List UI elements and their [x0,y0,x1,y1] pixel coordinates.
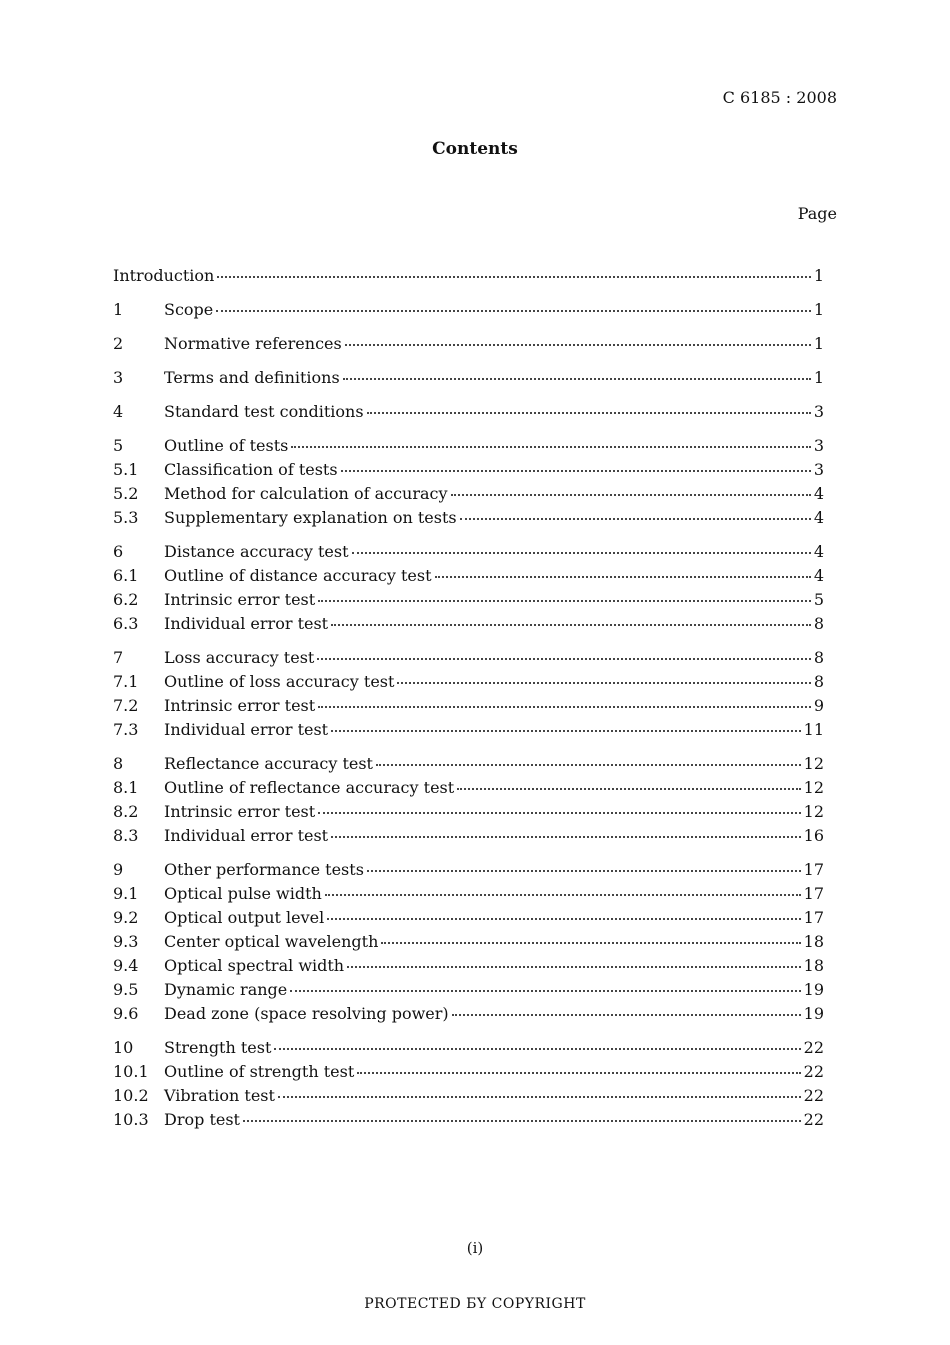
toc-entry-page: 4 [813,508,824,527]
toc-leader-dots [331,624,811,626]
toc-entry-page: 1 [813,334,824,353]
toc-leader-dots [367,870,801,872]
toc-entry-number: 2 [113,334,124,353]
toc-entry-title: Introduction [113,266,215,285]
toc-entry-number: 9.2 [113,908,139,927]
toc-entry-title: Outline of strength test [164,1062,355,1081]
toc-entry-title: Standard test conditions [164,402,364,421]
toc-entry-page: 12 [803,778,824,797]
toc-leader-dots [367,412,811,414]
toc-entry[interactable] [113,694,824,718]
toc-entry-number: 5.2 [113,484,139,503]
toc-entry-page: 3 [813,436,824,455]
toc-entry-page: 12 [803,754,824,773]
toc-entry-page: 4 [813,484,824,503]
toc-leader-dots [274,1048,800,1050]
toc-group [113,264,824,288]
toc-entry-number: 9.3 [113,932,139,951]
toc-entry-page: 1 [813,300,824,319]
toc-leader-dots [451,494,811,496]
toc-entry-number: 8.2 [113,802,139,821]
toc-leader-dots [345,344,811,346]
toc-entry-number: 10.1 [113,1062,149,1081]
toc-entry-title: Distance accuracy test [164,542,349,561]
toc-entry[interactable] [113,930,824,954]
toc-entry-page: 8 [813,648,824,667]
toc-entry-number: 5 [113,436,124,455]
toc-leader-dots [397,682,810,684]
toc-entry-page: 17 [803,860,824,879]
toc-entry-number: 4 [113,402,124,421]
toc-entry-number: 5.1 [113,460,139,479]
toc-group [113,1036,824,1132]
toc-entry-title: Scope [164,300,214,319]
toc-leader-dots [331,836,801,838]
toc-entry-title: Individual error test [164,614,329,633]
toc-entry-number: 7.1 [113,672,139,691]
toc-entry[interactable] [113,1002,824,1026]
toc-entry[interactable] [113,670,824,694]
toc-entry-page: 11 [803,720,824,739]
toc-entry-page: 17 [803,884,824,903]
toc-entry-title: Outline of tests [164,436,289,455]
toc-entry[interactable] [113,400,824,424]
page-column-label: Page [797,204,837,223]
toc-entry-title: Strength test [164,1038,272,1057]
toc-group [113,434,824,530]
toc-entry-title: Intrinsic error test [164,590,316,609]
toc-entry-page: 3 [813,460,824,479]
toc-entry-title: Outline of loss accuracy test [164,672,395,691]
toc-group [113,752,824,848]
toc-entry-page: 1 [813,266,824,285]
toc-entry-page: 17 [803,908,824,927]
toc-entry[interactable] [113,612,824,636]
toc-entry-number: 3 [113,368,124,387]
toc-entry-page: 22 [803,1110,824,1129]
toc-entry[interactable] [113,1084,824,1108]
toc-entry-title: Optical pulse width [164,884,322,903]
toc-entry[interactable] [113,366,824,390]
toc-entry[interactable] [113,1036,824,1060]
toc-entry[interactable] [113,954,824,978]
toc-group [113,298,824,322]
toc-entry[interactable] [113,482,824,506]
toc-entry-page: 22 [803,1062,824,1081]
toc-entry-page: 16 [803,826,824,845]
toc-entry[interactable] [113,540,824,564]
toc-entry-number: 8.1 [113,778,139,797]
toc-entry-title: Individual error test [164,720,329,739]
toc-leader-dots [243,1120,801,1122]
toc-entry-number: 6.1 [113,566,139,585]
toc-entry[interactable] [113,776,824,800]
toc-leader-dots [318,812,800,814]
toc-entry[interactable] [113,800,824,824]
toc-entry-page: 4 [813,566,824,585]
toc-entry[interactable] [113,1108,824,1132]
toc-leader-dots [381,942,800,944]
toc-entry-title: Individual error test [164,826,329,845]
toc-entry-number: 10.3 [113,1110,149,1129]
toc-entry-number: 6.2 [113,590,139,609]
toc-leader-dots [357,1072,800,1074]
footer-page-number: (i) [466,1239,484,1257]
toc-entry[interactable] [113,564,824,588]
toc-entry-number: 6.3 [113,614,139,633]
toc-entry[interactable] [113,752,824,776]
copyright-notice: PROTECTED БY COPYRIGHT [364,1296,586,1312]
toc-leader-dots [216,310,811,312]
toc-entry[interactable] [113,264,824,288]
toc-leader-dots [341,470,811,472]
toc-entry-title: Loss accuracy test [164,648,315,667]
toc-entry[interactable] [113,332,824,356]
toc-entry-number: 9.6 [113,1004,139,1023]
toc-entry[interactable] [113,906,824,930]
toc-entry-title: Terms and definitions [164,368,340,387]
toc-entry-page: 22 [803,1038,824,1057]
toc-entry-title: Optical output level [164,908,325,927]
toc-group [113,366,824,390]
toc-entry-number: 10 [113,1038,134,1057]
toc-entry-title: Method for calculation of accuracy [164,484,448,503]
toc-entry-number: 1 [113,300,124,319]
toc-entry-page: 4 [813,542,824,561]
toc-leader-dots [376,764,801,766]
toc-entry-title: Outline of distance accuracy test [164,566,432,585]
toc-entry[interactable] [113,646,824,670]
toc-entry-number: 6 [113,542,124,561]
toc-leader-dots [318,600,811,602]
toc-leader-dots [318,706,811,708]
toc-entry-number: 9.1 [113,884,139,903]
toc-entry-page: 22 [803,1086,824,1105]
toc-entry[interactable] [113,882,824,906]
toc-leader-dots [278,1096,801,1098]
toc-entry-title: Other performance tests [164,860,364,879]
toc-entry[interactable] [113,506,824,530]
toc-leader-dots [331,730,801,732]
toc-leader-dots [217,276,810,278]
toc-entry-page: 1 [813,368,824,387]
toc-entry-page: 19 [803,1004,824,1023]
toc-entry-page: 3 [813,402,824,421]
page-title: Contents [432,139,518,159]
toc-entry-page: 8 [813,672,824,691]
toc-entry-title: Optical spectral width [164,956,345,975]
toc-entry-title: Classification of tests [164,460,338,479]
toc-leader-dots [452,1014,801,1016]
toc-group [113,858,824,1026]
toc-leader-dots [347,966,801,968]
toc-entry-page: 9 [813,696,824,715]
toc-entry-page: 18 [803,932,824,951]
toc-entry[interactable] [113,298,824,322]
toc-entry-title: Dynamic range [164,980,288,999]
toc-leader-dots [343,378,811,380]
toc-leader-dots [327,918,800,920]
toc-leader-dots [457,788,800,790]
toc-leader-dots [460,518,811,520]
toc-entry-number: 9.5 [113,980,139,999]
toc-leader-dots [317,658,810,660]
toc-entry-title: Dead zone (space resolving power) [164,1004,449,1023]
toc-entry-page: 18 [803,956,824,975]
toc-entry-page: 19 [803,980,824,999]
toc-entry-page: 12 [803,802,824,821]
toc-entry-number: 5.3 [113,508,139,527]
toc-entry[interactable] [113,718,824,742]
toc-entry[interactable] [113,978,824,1002]
toc-group [113,646,824,742]
toc-leader-dots [291,446,810,448]
toc-entry-number: 9.4 [113,956,139,975]
toc-entry-title: Center optical wavelength [164,932,379,951]
toc-group [113,400,824,424]
toc-entry-number: 8 [113,754,124,773]
toc-entry[interactable] [113,824,824,848]
toc-entry-page: 8 [813,614,824,633]
toc-entry[interactable] [113,1060,824,1084]
toc-entry-title: Reflectance accuracy test [164,754,373,773]
toc-entry-number: 8.3 [113,826,139,845]
toc-leader-dots [435,576,811,578]
toc-entry[interactable] [113,458,824,482]
toc-entry[interactable] [113,434,824,458]
toc-entry-title: Vibration test [164,1086,275,1105]
toc-entry-number: 10.2 [113,1086,149,1105]
toc-entry-number: 7.3 [113,720,139,739]
toc-leader-dots [290,990,800,992]
toc-entry-number: 9 [113,860,124,879]
toc-entry-title: Normative references [164,334,342,353]
toc-entry[interactable] [113,858,824,882]
toc-leader-dots [325,894,801,896]
toc-leader-dots [352,552,811,554]
toc-group [113,332,824,356]
toc-entry-number: 7 [113,648,124,667]
toc-entry-title: Outline of reflectance accuracy test [164,778,455,797]
toc-entry-number: 7.2 [113,696,139,715]
toc-group [113,540,824,636]
table-of-contents [113,264,824,1142]
toc-entry-title: Drop test [164,1110,240,1129]
toc-entry-title: Supplementary explanation on tests [164,508,457,527]
document-id: C 6185 : 2008 [722,88,837,107]
toc-entry-page: 5 [813,590,824,609]
toc-entry-title: Intrinsic error test [164,802,316,821]
toc-entry-title: Intrinsic error test [164,696,316,715]
toc-entry[interactable] [113,588,824,612]
